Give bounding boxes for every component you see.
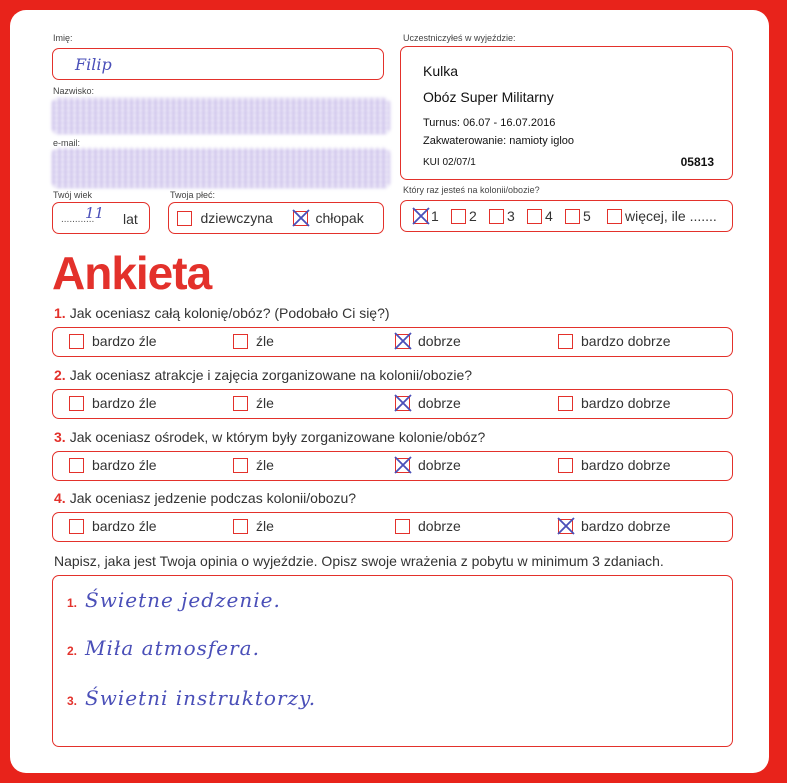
question-1-rating <box>52 327 733 357</box>
rating-option-label: dobrze <box>418 333 461 349</box>
question-label: Jak oceniasz jedzenie podczas kolonii/obozu? <box>69 490 357 506</box>
rating-option[interactable] <box>558 457 671 475</box>
rating-checkbox[interactable] <box>558 334 573 349</box>
name-label: Imię: <box>53 33 73 43</box>
opinion-line-text: Świetni instruktorzy. <box>85 686 317 710</box>
question-2-text <box>54 367 472 383</box>
rating-checkbox[interactable] <box>395 519 410 534</box>
question-number: 2. <box>54 367 66 383</box>
rating-checkbox[interactable] <box>69 334 84 349</box>
rating-checkbox[interactable] <box>558 458 573 473</box>
age-dots: ............ <box>61 214 95 225</box>
rating-checkbox[interactable] <box>69 396 84 411</box>
email-label: e-mail: <box>53 138 81 148</box>
rating-checkbox[interactable] <box>558 519 573 534</box>
opinion-line-2 <box>67 636 260 660</box>
accommodation-value: namioty igloo <box>509 135 575 147</box>
gender-option-boy[interactable] <box>293 210 364 228</box>
rating-option[interactable] <box>395 457 461 475</box>
rating-option-label: bardzo dobrze <box>581 457 671 473</box>
times-checkbox[interactable] <box>413 209 428 224</box>
rating-option[interactable] <box>233 333 274 351</box>
question-3-rating <box>52 451 733 481</box>
times-option-5[interactable] <box>565 208 591 226</box>
times-label: Który raz jesteś na kolonii/obozie? <box>403 185 540 195</box>
turnus-value: 06.07 - 16.07.2016 <box>462 117 556 129</box>
camp-code: KUI 02/07/1 <box>423 157 476 168</box>
question-label: Jak oceniasz ośrodek, w którym były zorganizowane kolonie/obóz? <box>69 429 486 445</box>
rating-option[interactable] <box>395 395 461 413</box>
surname-label: Nazwisko: <box>53 86 95 96</box>
participant-label: Uczestniczyłeś w wyjeździe: <box>403 33 516 43</box>
question-2-rating <box>52 389 733 419</box>
question-number: 1. <box>54 305 66 321</box>
question-label: Jak oceniasz całą kolonię/obóz? (Podobało Ci się?) <box>69 305 390 321</box>
age-field[interactable] <box>52 202 150 234</box>
times-checkbox[interactable] <box>607 209 622 224</box>
times-checkbox[interactable] <box>451 209 466 224</box>
gender-field <box>168 202 384 234</box>
times-option-3[interactable] <box>489 208 515 226</box>
times-option-4[interactable] <box>527 208 553 226</box>
age-unit: lat <box>123 211 138 227</box>
rating-option[interactable] <box>233 457 274 475</box>
times-option-label: 5 <box>583 208 591 224</box>
times-checkbox[interactable] <box>565 209 580 224</box>
rating-option[interactable] <box>395 518 461 536</box>
rating-option-label: dobrze <box>418 395 461 411</box>
rating-option[interactable] <box>69 457 157 475</box>
rating-checkbox[interactable] <box>69 519 84 534</box>
times-option-label: 4 <box>545 208 553 224</box>
gender-girl-checkbox[interactable] <box>177 211 192 226</box>
opinion-field[interactable] <box>52 575 733 747</box>
opinion-line-number: 2. <box>67 644 78 658</box>
rating-option[interactable] <box>233 518 274 536</box>
participant-box <box>400 46 733 180</box>
rating-option[interactable] <box>558 395 671 413</box>
camp-name: Obóz Super Militarny <box>423 89 554 105</box>
times-checkbox[interactable] <box>489 209 504 224</box>
participant-name: Kulka <box>423 63 459 79</box>
rating-option[interactable] <box>395 333 461 351</box>
name-value: Filip <box>75 55 112 74</box>
accommodation-label: Zakwaterowanie: <box>423 135 507 147</box>
times-option-label: 3 <box>507 208 515 224</box>
opinion-line-number: 1. <box>67 596 78 610</box>
times-field <box>400 200 733 232</box>
gender-option-girl[interactable] <box>177 210 273 228</box>
rating-option-label: źle <box>256 395 274 411</box>
rating-option[interactable] <box>69 333 157 351</box>
question-number: 4. <box>54 490 66 506</box>
rating-checkbox[interactable] <box>233 458 248 473</box>
opinion-prompt: Napisz, jaka jest Twoja opinia o wyjeździe. Opisz swoje wrażenia z pobytu w minimum 3 zdaniach. <box>54 553 664 569</box>
times-option-1[interactable] <box>413 208 439 226</box>
gender-girl-label: dziewczyna <box>200 210 273 226</box>
times-option-label: 2 <box>469 208 477 224</box>
rating-checkbox[interactable] <box>395 334 410 349</box>
rating-option[interactable] <box>558 518 671 536</box>
gender-boy-label: chłopak <box>315 210 364 226</box>
rating-option-label: bardzo źle <box>92 518 157 534</box>
times-option-label: więcej, ile ....... <box>625 208 717 224</box>
rating-option-label: bardzo dobrze <box>581 518 671 534</box>
rating-option-label: bardzo źle <box>92 457 157 473</box>
opinion-line-number: 3. <box>67 694 78 708</box>
gender-boy-checkbox[interactable] <box>293 211 308 226</box>
opinion-line-3 <box>67 686 316 710</box>
opinion-line-text: Miła atmosfera. <box>85 636 260 660</box>
surname-redacted <box>52 98 390 134</box>
rating-option-label: dobrze <box>418 457 461 473</box>
times-option-2[interactable] <box>451 208 477 226</box>
rating-checkbox[interactable] <box>395 396 410 411</box>
age-value: 11 <box>85 204 105 222</box>
rating-option[interactable] <box>558 333 671 351</box>
rating-checkbox[interactable] <box>395 458 410 473</box>
question-1-text <box>54 305 390 321</box>
question-4-rating <box>52 512 733 542</box>
rating-checkbox[interactable] <box>233 396 248 411</box>
gender-label: Twoja płeć: <box>170 190 216 200</box>
rating-option[interactable] <box>69 395 157 413</box>
rating-option-label: źle <box>256 333 274 349</box>
rating-option-label: źle <box>256 518 274 534</box>
rating-checkbox[interactable] <box>558 396 573 411</box>
times-option-6[interactable] <box>607 208 717 226</box>
email-redacted <box>52 148 390 188</box>
question-4-text <box>54 490 356 506</box>
opinion-line-text: Świetne jedzenie. <box>85 588 281 612</box>
rating-option-label: bardzo dobrze <box>581 395 671 411</box>
rating-option-label: dobrze <box>418 518 461 534</box>
rating-checkbox[interactable] <box>233 334 248 349</box>
times-checkbox[interactable] <box>527 209 542 224</box>
name-field[interactable] <box>52 48 384 80</box>
rating-checkbox[interactable] <box>233 519 248 534</box>
page-title: Ankieta <box>52 247 212 299</box>
opinion-line-1 <box>67 588 281 612</box>
rating-option-label: bardzo źle <box>92 395 157 411</box>
rating-option-label: bardzo źle <box>92 333 157 349</box>
question-3-text <box>54 429 485 445</box>
form-number: 05813 <box>680 155 714 169</box>
rating-option-label: źle <box>256 457 274 473</box>
times-option-label: 1 <box>431 208 439 224</box>
question-number: 3. <box>54 429 66 445</box>
rating-option[interactable] <box>69 518 157 536</box>
turnus-label: Turnus: <box>423 117 460 129</box>
rating-option-label: bardzo dobrze <box>581 333 671 349</box>
age-label: Twój wiek <box>53 190 93 200</box>
question-label: Jak oceniasz atrakcje i zajęcia zorganizowane na kolonii/obozie? <box>69 367 473 383</box>
rating-option[interactable] <box>233 395 274 413</box>
rating-checkbox[interactable] <box>69 458 84 473</box>
